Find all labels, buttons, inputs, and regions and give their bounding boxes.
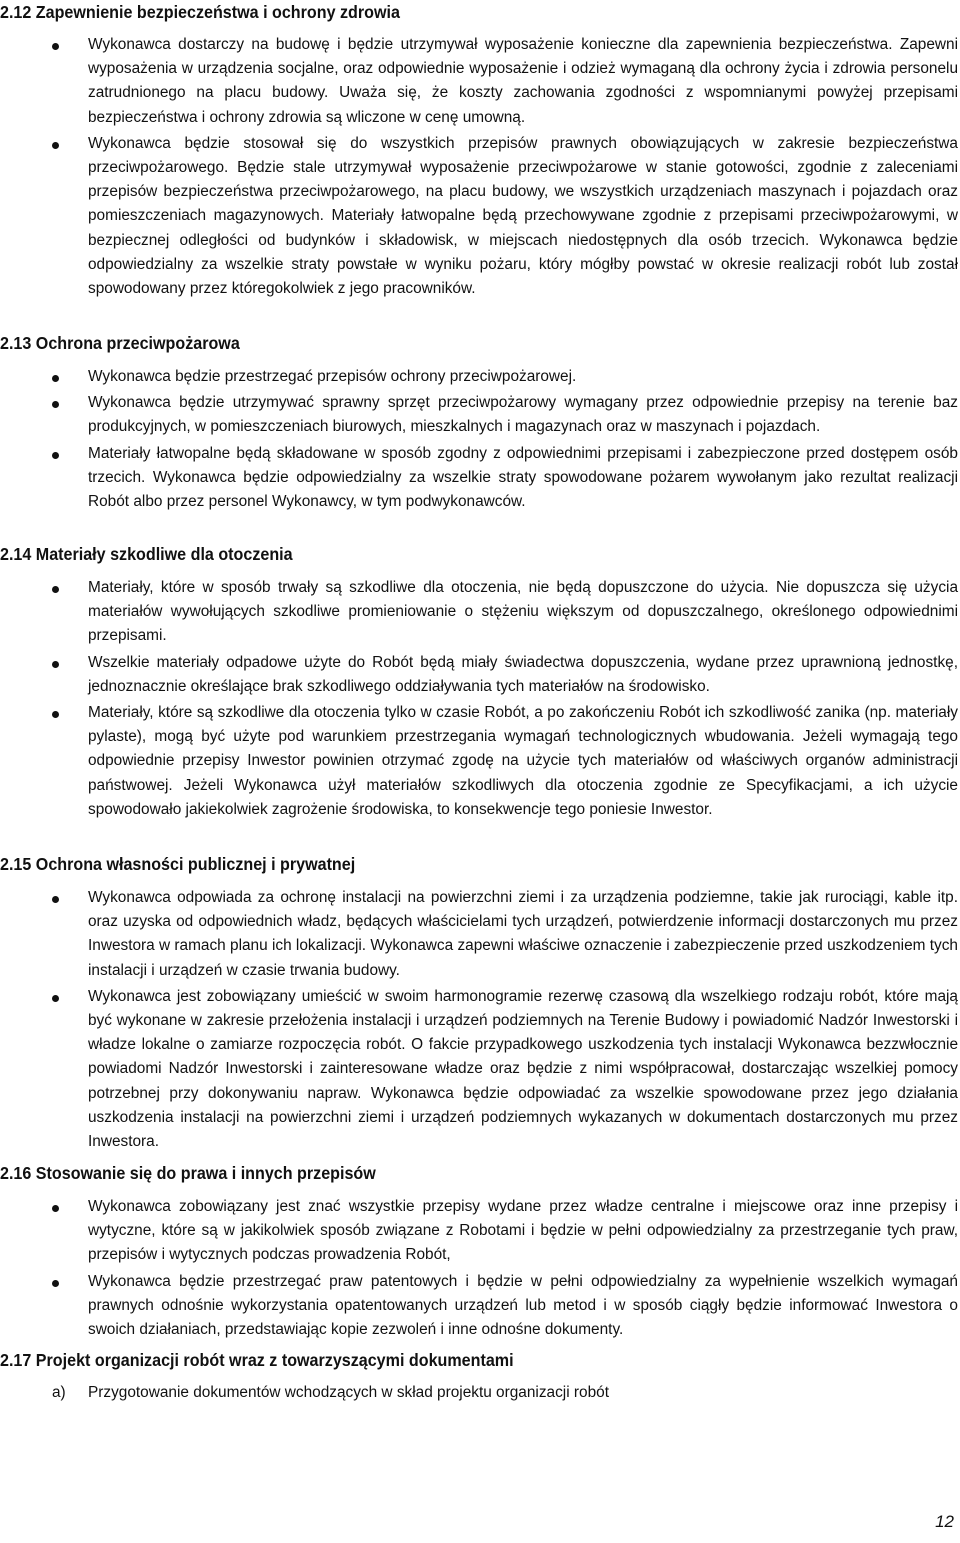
section-heading-2-12: 2.12 Zapewnienie bezpieczeństwa i ochrony zdrowia xyxy=(0,2,400,22)
list-item xyxy=(0,701,958,822)
list-item-text: Wykonawca odpowiada za ochronę instalacji na powierzchni ziemi i za urządzenia podziemne, takie jak rurociągi, kable itp. oraz uzyska od odpowiednich władz, będących właścicielami tych urządzeń, potwierdzenie informacji dostarczonych mu przez Inwestora w ramach planu ich lokalizacji. Wykonawca zapewni właściwe oznaczenie i zabezpieczenie przed uszkodzeniem tych instalacji i urządzeń w czasie trwania budowy. xyxy=(88,889,958,979)
list-item-text: Materiały, które w sposób trwały są szkodliwe dla otoczenia, nie będą dopuszczone do użycia. Nie dopuszcza się użycia materiałów wywołujących szkodliwe promieniowanie o stężeniu większym od dopuszczalnego, określonego odpowiednimi przepisami. xyxy=(88,579,958,645)
list-item-text: Wszelkie materiały odpadowe użyte do Robót będą miały świadectwa dopuszczenia, wydane przez uprawnioną jednostkę, jednoznacznie określające brak szkodliwego oddziaływania tych materiałów na środowisko. xyxy=(88,653,958,695)
list-item-text: Materiały łatwopalne będą składowane w sposób zgodny z odpowiednimi przepisami i zabezpieczone przed dostępem osób trzecich. Wykonawca będzie odpowiedzialny za wszelkie straty spowodowane pożarem wywołanym jako rezultat realizacji Robót albo przez personel Wykonawcy, w tym podwykonawców. xyxy=(88,444,958,511)
section-heading-2-14: 2.14 Materiały szkodliwe dla otoczenia xyxy=(0,544,293,564)
bullet-icon xyxy=(52,661,59,668)
bullet-icon xyxy=(52,401,59,408)
section-list-2-15 xyxy=(0,886,958,1156)
list-item xyxy=(0,391,958,439)
section-list-2-14 xyxy=(0,576,958,824)
bullet-icon xyxy=(52,43,59,50)
bullet-icon xyxy=(52,711,59,718)
section-heading-2-17: 2.17 Projekt organizacji robót wraz z towarzyszącymi dokumentami xyxy=(0,1350,514,1370)
bullet-icon xyxy=(52,1280,59,1287)
section-heading-2-13: 2.13 Ochrona przeciwpożarowa xyxy=(0,333,240,353)
list-item xyxy=(0,1195,958,1268)
list-item xyxy=(0,1270,958,1343)
list-item xyxy=(0,365,958,389)
section-list-2-17 xyxy=(0,1381,958,1407)
list-item xyxy=(0,132,958,301)
list-item-text: Wykonawca będzie stosował się do wszystkich przepisów prawnych obowiązujących w zakresie bezpieczeństwa przeciwpożarowego. Będzie stale utrzymywał wyposażenie przeciwpożarowe w stanie gotowości, zgodnie z zaleceniami przepisów bezpieczeństwa przeciwpożarowego, na placu budowy, we wszystkich urządzeniach maszynach i pojazdach oraz pomieszczeniach magazynowych. Materiały łatwopalne będą przechowywane zgodnie z przepisami przeciwpożarowymi, w bezpiecznej odległości od budynków i składowisk, w miejscach niedostępnych dla osób trzecich. Wykonawca będzie odpowiedzialny za wszelkie straty powstałe w wyniku pożaru, który mógłby powstać w okresie realizacji robót lub został spowodowany przez któregokolwiek z jego pracowników. xyxy=(88,134,958,298)
bullet-icon xyxy=(52,896,59,903)
bullet-icon xyxy=(52,586,59,593)
section-heading-2-16: 2.16 Stosowanie się do prawa i innych przepisów xyxy=(0,1163,376,1183)
list-item xyxy=(0,442,958,515)
list-item-text: Wykonawca będzie przestrzegać praw patentowych i będzie w pełni odpowiedzialny za wypełnienie wszelkich wymagań prawnych odnośnie wykorzystania opatentowanych urządzeń lub metod i w sposób ciągły będzie informować Inwestora o swoich działaniach, przedstawiając kopie zezwoleń i inne odnośne dokumenty. xyxy=(88,1272,958,1339)
list-item xyxy=(0,651,958,699)
list-item-text: Wykonawca zobowiązany jest znać wszystkie przepisy wydane przez władze centralne i miejscowe oraz inne przepisy i wytyczne, które są w jakikolwiek sposób związane z Robotami i będzie w pełni odpowiedzialny za przestrzeganie tych praw, przepisów i wytycznych podczas prowadzenia Robót, xyxy=(88,1198,958,1264)
list-item-text: Wykonawca będzie przestrzegać przepisów ochrony przeciwpożarowej. xyxy=(88,368,577,385)
list-item xyxy=(0,576,958,649)
bullet-icon xyxy=(52,452,59,459)
bullet-icon xyxy=(52,142,59,149)
list-item-text: Wykonawca dostarczy na budowę i będzie utrzymywał wyposażenie konieczne dla zapewnienia bezpieczeństwa. Zapewni wyposażenia w urządzenia socjalne, oraz odpowiednie wyposażenie i odzież wymaganą dla ochrony życia i zdrowia personelu zatrudnionego na placu budowy. Uważa się, że koszty zachowania zgodności z wspomnianymi powyżej przepisami bezpieczeństwa i ochrony zdrowia są wliczone w cenę umowną. xyxy=(88,36,958,126)
list-item-text: Wykonawca jest zobowiązany umieścić w swoim harmonogramie rezerwę czasową dla wszelkiego rodzaju robót, które mają być wykonane w zakresie przełożenia instalacji i urządzeń podziemnych na Terenie Budowy i powiadomić Nadzór Inwestorski i władze lokalne o zamiarze rozpoczęcia robót. O fakcie przypadkowego uszkodzenia tych instalacji Wykonawca bezzwłocznie powiadomi Nadzór Inwestorski i zainteresowane władze oraz będzie z nimi współpracował, dostarczając wszelkiej pomocy potrzebnej przy dokonywaniu napraw. Wykonawca będzie odpowiadać za wszelkie spowodowane przez jego działania uszkodzenia instalacji na powierzchni ziemi i urządzeń podziemnych wykazanych w dokumentach dostarczonych mu przez Inwestora. xyxy=(88,987,958,1151)
list-marker: a) xyxy=(52,1384,66,1401)
page-number: 12 xyxy=(935,1512,954,1531)
list-item-text: Materiały, które są szkodliwe dla otoczenia tylko w czasie Robót, a po zakończeniu Robót ich szkodliwość zanika (np. materiały pylaste), mogą być użyte pod warunkiem przestrzegania wymagań technologicznych wbudowania. Jeżeli wymagają tego odpowiednie przepisy Inwestor powinien otrzymać zgodę na użycie tych materiałów od właściwych organów administracji państwowej. Jeżeli Wykonawca użył materiałów szkodliwych dla otoczenia zgodnie ze Specyfikacjami, a ich użycie spowodowało jakiekolwiek zagrożenie środowiska, to konsekwencje tego poniesie Inwestor. xyxy=(88,704,958,818)
section-list-2-12 xyxy=(0,33,958,303)
bullet-icon xyxy=(52,375,59,382)
section-heading-2-15: 2.15 Ochrona własności publicznej i prywatnej xyxy=(0,854,356,874)
list-item-text: Przygotowanie dokumentów wchodzących w skład projektu organizacji robót xyxy=(88,1384,609,1401)
list-item xyxy=(0,985,958,1154)
bullet-icon xyxy=(52,1205,59,1212)
list-item xyxy=(0,33,958,130)
bullet-icon xyxy=(52,995,59,1002)
list-item xyxy=(0,886,958,983)
list-item-text: Wykonawca będzie utrzymywać sprawny sprzęt przeciwpożarowy wymagany przez odpowiednie przepisy na terenie baz produkcyjnych, w pomieszczeniach biurowych, mieszkalnych i magazynach oraz w maszynach i pojazdach. xyxy=(88,394,958,436)
list-item xyxy=(0,1381,958,1405)
section-list-2-13 xyxy=(0,365,958,516)
section-list-2-16 xyxy=(0,1195,958,1344)
